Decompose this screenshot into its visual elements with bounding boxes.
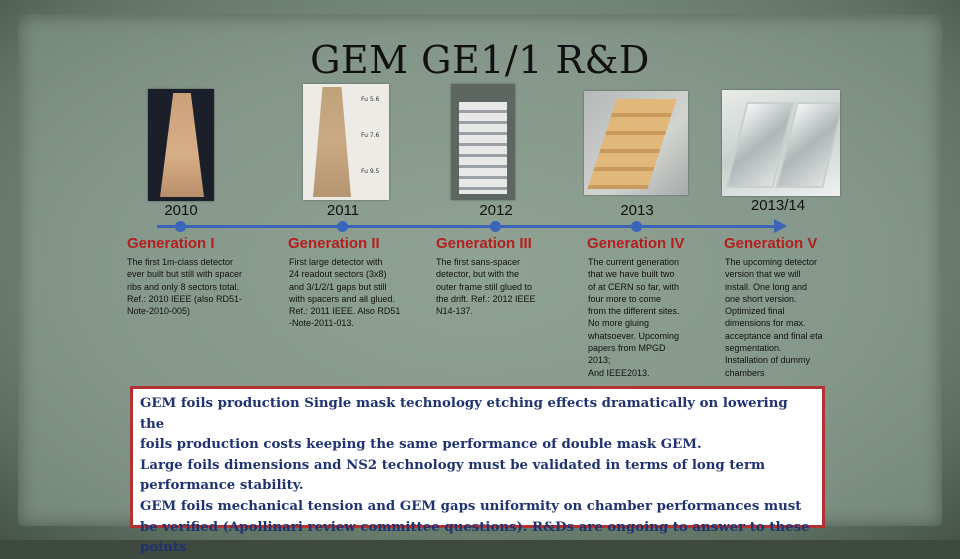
description-line: papers from MPGD — [588, 343, 666, 354]
summary-line: GEM foils production Single mask technology etching effects dramatically on lowering the — [140, 396, 788, 432]
photo-label: Fu 5.6 — [361, 96, 380, 103]
timeline-marker — [337, 221, 348, 232]
generation-title: Generation II — [288, 235, 380, 252]
description-line: detector, but with the — [436, 269, 520, 280]
photo-generation-5 — [722, 90, 840, 196]
description-line: dimensions for max. — [725, 318, 806, 329]
description-line: segmentation. — [725, 343, 782, 354]
year-label: 2013 — [620, 202, 654, 219]
generation-description — [436, 256, 536, 317]
description-line: -Note-2011-013. — [289, 318, 354, 329]
description-line: Ref.: 2010 IEEE (also RD51- — [127, 293, 243, 304]
generation-description — [289, 256, 400, 330]
year-label: 2012 — [479, 202, 513, 219]
timeline-marker — [175, 221, 186, 232]
description-line: Note-2010-005) — [127, 306, 191, 317]
generation-title: Generation IV — [587, 235, 685, 252]
generation-description — [127, 256, 242, 317]
generation-title: Generation I — [127, 235, 215, 252]
description-line: whatsoever. Upcoming — [588, 330, 680, 341]
description-line: chambers — [725, 367, 765, 378]
description-line: Installation of dummy — [725, 355, 811, 366]
slide-title: GEM GE1/1 R&D — [310, 38, 650, 82]
photo-label: Fu 9.5 — [361, 168, 380, 175]
description-line: from the different sites. — [588, 306, 680, 317]
description-line: one short version. — [725, 293, 797, 304]
photo-generation-4 — [584, 91, 688, 195]
description-line: No more gluing — [588, 318, 650, 329]
summary-line: performance stability. — [140, 478, 304, 494]
year-label: 2011 — [326, 202, 360, 219]
description-line: the drift. Ref.: 2012 IEEE — [436, 293, 536, 304]
generation-title: Generation V — [724, 235, 818, 252]
year-label: 2013/14 — [750, 197, 806, 214]
description-line: The current generation — [588, 257, 680, 267]
description-line: that we have built two — [588, 269, 675, 280]
description-line: The first 1m-class detector — [127, 257, 234, 267]
description-line: acceptance and final eta — [725, 330, 823, 341]
timeline-arrow — [157, 225, 775, 228]
photo-generation-3 — [451, 84, 515, 200]
photo-generation-1 — [148, 89, 214, 201]
description-line: The upcoming detector — [725, 257, 818, 267]
description-line: 2013; — [588, 355, 611, 366]
description-line: version that we will — [725, 269, 801, 280]
description-line: and 3/1/2/1 gaps but still — [289, 281, 387, 292]
photo-generation-2 — [303, 84, 389, 200]
description-line: N14-137. — [436, 306, 474, 317]
year-label: 2010 — [164, 202, 198, 219]
description-line: of at CERN so far, with — [588, 281, 680, 292]
summary-line: Large foils dimensions and NS2 technology must be validated in terms of long term — [140, 457, 766, 473]
description-line: ever built but still with spacer — [127, 269, 243, 280]
description-line: And IEEE2013. — [588, 367, 650, 378]
description-line: Optimized final — [725, 306, 785, 317]
description-line: Ref.: 2011 IEEE. Also RD51 — [289, 306, 401, 317]
description-line: install. One long and — [725, 281, 808, 292]
summary-box — [130, 386, 825, 556]
summary-line: foils production costs keeping the same performance of double mask GEM. — [140, 437, 702, 453]
summary-line: points — [140, 540, 187, 556]
description-line: First large detector with — [289, 257, 383, 267]
generation-description — [725, 256, 823, 379]
description-line: four more to come — [588, 293, 662, 304]
description-line: outer frame still glued to — [436, 281, 533, 292]
timeline-marker — [490, 221, 501, 232]
description-line: ribs and only 8 sectors total. — [127, 281, 240, 292]
photo-label: Fu 7.6 — [361, 132, 380, 139]
description-line: The first sans-spacer — [436, 257, 521, 267]
description-line: with spacers and all glued. — [289, 293, 396, 304]
description-line: 24 readout sectors (3x8) — [289, 269, 387, 280]
summary-line: be verified (Apollinari review committee questions). R&Ds are ongoing to answer to these — [140, 519, 810, 535]
timeline-marker — [631, 221, 642, 232]
summary-line: GEM foils mechanical tension and GEM gaps uniformity on chamber performances must — [140, 498, 802, 514]
generation-description — [588, 256, 679, 379]
generation-title: Generation III — [436, 235, 532, 252]
